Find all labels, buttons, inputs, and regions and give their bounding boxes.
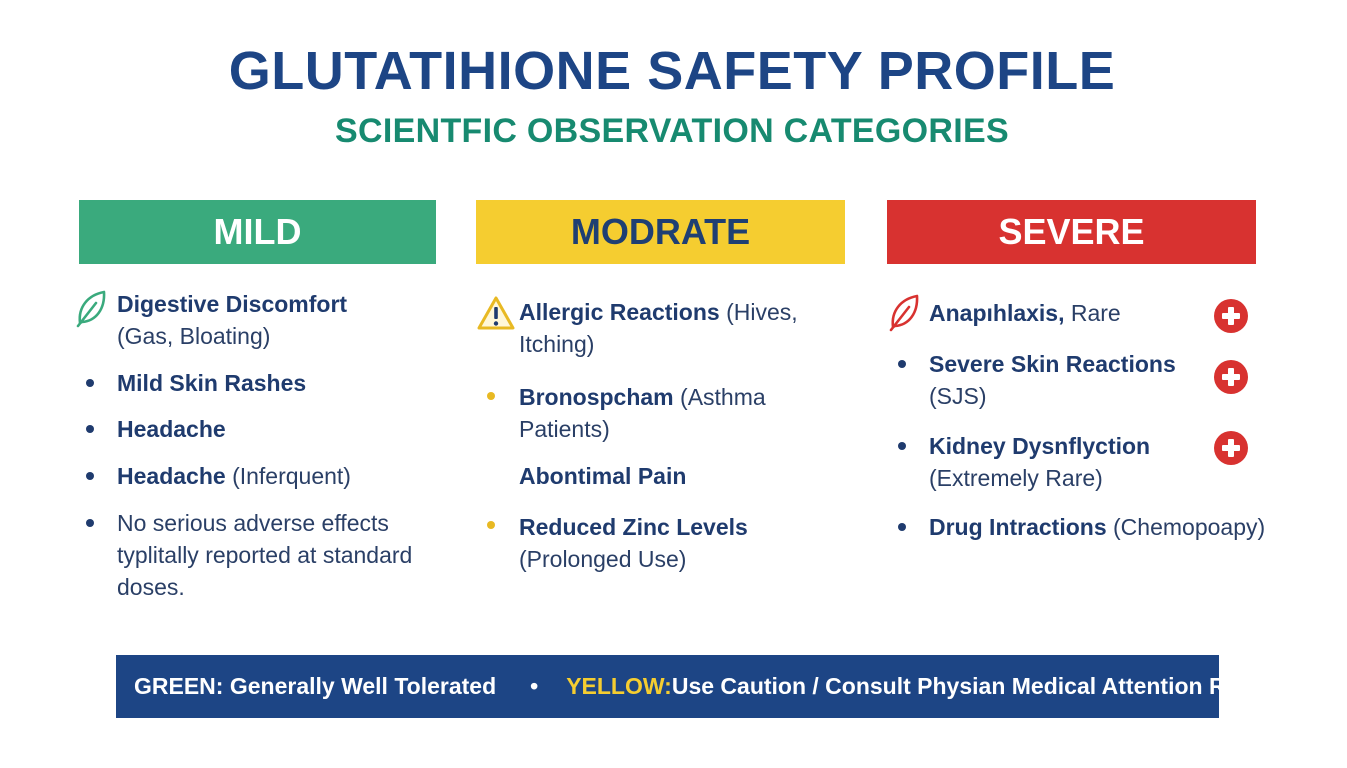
warning-icon	[476, 295, 516, 331]
severe-item-3-sub: (Extremely Rare)	[929, 465, 1103, 491]
mild-item-1-main: Digestive Discomfort	[117, 291, 348, 317]
moderate-item-1	[519, 296, 819, 360]
bullet-icon	[86, 472, 94, 480]
bullet-icon	[86, 519, 94, 527]
moderate-item-1-sub: (Hives, Itching)	[519, 299, 798, 357]
bullet-icon	[487, 521, 495, 529]
mild-item-2-main: Mild Skin Rashes	[117, 370, 307, 396]
mild-item-5-sub: No serious adverse effects typlitally reported at standard doses.	[117, 510, 413, 600]
mild-item-2	[117, 367, 437, 399]
moderate-item-3	[519, 460, 819, 492]
bullet-icon	[487, 392, 495, 400]
severe-item-1	[929, 297, 1199, 329]
severe-item-3-main: Kidney Dysnflyction	[929, 433, 1151, 459]
moderate-item-1-main: Allergic Reactions	[519, 299, 720, 325]
mild-item-4-sub: (Inferquent)	[232, 463, 351, 489]
mild-item-3	[117, 413, 437, 445]
moderate-item-4	[519, 511, 819, 575]
bullet-icon	[86, 425, 94, 433]
moderate-item-4-main: Reduced Zinc Levels	[519, 514, 748, 540]
severe-banner: SEVERE	[887, 200, 1256, 264]
plus-icon	[1214, 360, 1248, 394]
mild-item-5	[117, 507, 472, 603]
mild-item-1-sub: (Gas, Bloating)	[117, 323, 271, 349]
mild-item-4-main: Headache	[117, 463, 226, 489]
legend-yellow-text: Use Caution / Consult Physian Medical Attention Required RE	[671, 673, 1347, 699]
moderate-item-2-main: Bronospcham	[519, 384, 674, 410]
bullet-icon	[898, 523, 906, 531]
mild-item-1	[117, 288, 437, 352]
moderate-item-3-main: Abontimal Pain	[519, 463, 687, 489]
bullet-icon	[898, 442, 906, 450]
severe-item-2-main: Severe Skin Reactions	[929, 351, 1176, 377]
severe-item-1-main: Anapıhlaxis,	[929, 300, 1065, 326]
severe-item-1-sub: Rare	[1070, 300, 1121, 326]
leaf-icon	[74, 289, 108, 327]
leaf-icon	[887, 293, 921, 331]
bullet-icon	[86, 379, 94, 387]
bullet-icon	[898, 360, 906, 368]
moderate-banner: MODRATE	[476, 200, 845, 264]
plus-icon	[1214, 431, 1248, 465]
severe-item-2-sub: (SJS)	[929, 383, 987, 409]
mild-item-4	[117, 460, 457, 492]
severe-item-2	[929, 348, 1199, 412]
severe-item-4	[929, 511, 1269, 543]
page-subtitle: SCIENTFIC OBSERVATION CATEGORIES	[335, 112, 1009, 150]
legend-bar	[116, 655, 1347, 718]
legend-separator: •	[530, 673, 539, 699]
page-title: GLUTATIHIONE SAFETY PROFILE	[228, 41, 1116, 101]
severe-item-3	[929, 430, 1199, 494]
mild-banner: MILD	[79, 200, 436, 264]
legend-yellow-label: YELLOW:	[566, 673, 672, 699]
severe-item-4-sub: (Chemopoapy)	[1113, 514, 1266, 540]
severe-item-4-main: Drug Intractions	[929, 514, 1107, 540]
moderate-item-2	[519, 381, 789, 445]
moderate-item-4-sub: (Prolonged Use)	[519, 546, 687, 572]
legend-green: GREEN: Generally Well Tolerated	[134, 673, 497, 699]
mild-item-3-main: Headache	[117, 416, 226, 442]
plus-icon	[1214, 299, 1248, 333]
moderate-item-2-sub: (Asthma Patients)	[519, 384, 766, 442]
